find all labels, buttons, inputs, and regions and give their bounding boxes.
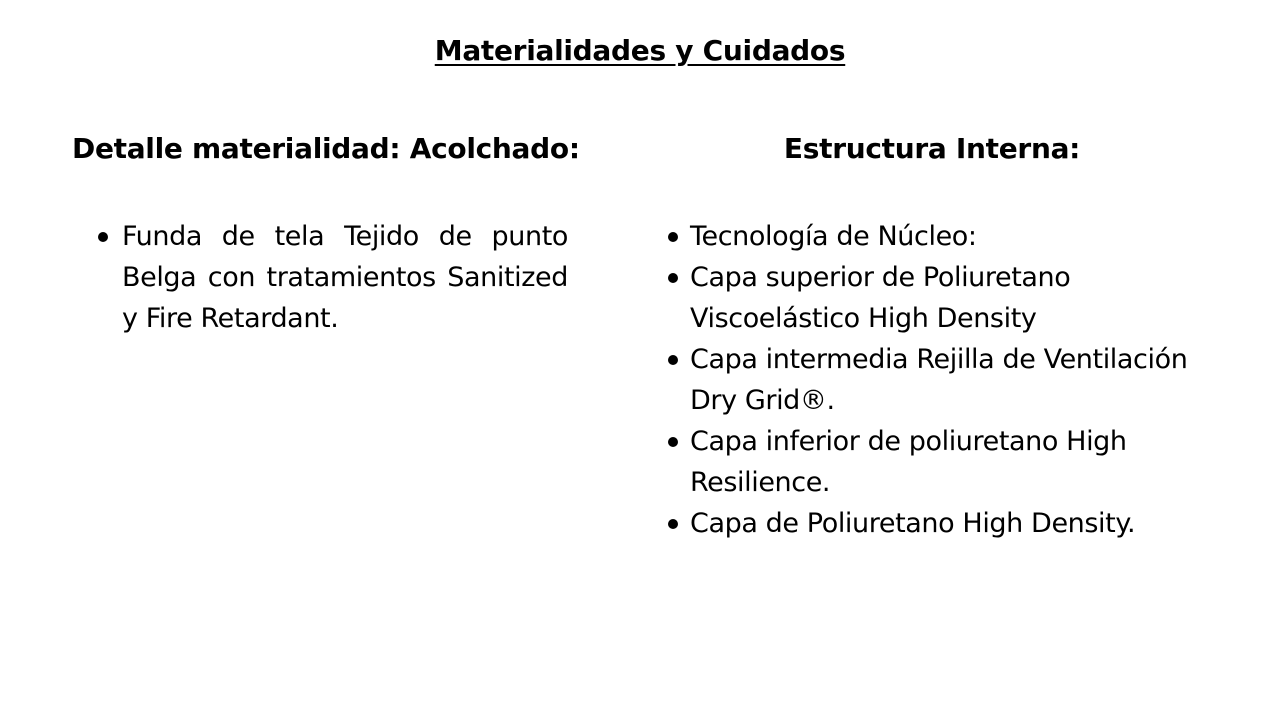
bullet-icon (668, 273, 678, 283)
list-item (642, 421, 1222, 503)
list-item-text: Funda de tela Tejido de punto Belga con tratamientos Sanitized y Fire Retardant. (122, 221, 568, 334)
page-title: Materialidades y Cuidados (434, 34, 846, 67)
material-detail-heading: Detalle materialidad: Acolchado: (72, 132, 580, 165)
bullet-icon (668, 355, 678, 365)
list-item-text: Capa intermedia Rejilla de Ventilación Dry Grid®. (690, 344, 1188, 416)
internal-structure-list (642, 216, 1222, 544)
bullet-icon (668, 232, 678, 242)
list-item-text: Capa de Poliuretano High Density. (690, 508, 1136, 539)
list-item (642, 503, 1222, 544)
bullet-icon (668, 519, 678, 529)
list-item (642, 257, 1222, 339)
list-item (642, 216, 1222, 257)
bullet-icon (98, 232, 108, 242)
internal-structure-section (642, 130, 1222, 544)
list-item (642, 339, 1222, 421)
internal-structure-heading: Estructura Interna: (783, 132, 1081, 165)
bullet-icon (668, 437, 678, 447)
list-item-text: Capa inferior de poliuretano High Resilience. (690, 426, 1127, 498)
material-detail-list (72, 216, 568, 339)
list-item-text: Tecnología de Núcleo: (690, 221, 977, 252)
material-detail-section (72, 130, 580, 339)
list-item (72, 216, 568, 339)
list-item-text: Capa superior de Poliuretano Viscoelástico High Density (690, 262, 1071, 334)
